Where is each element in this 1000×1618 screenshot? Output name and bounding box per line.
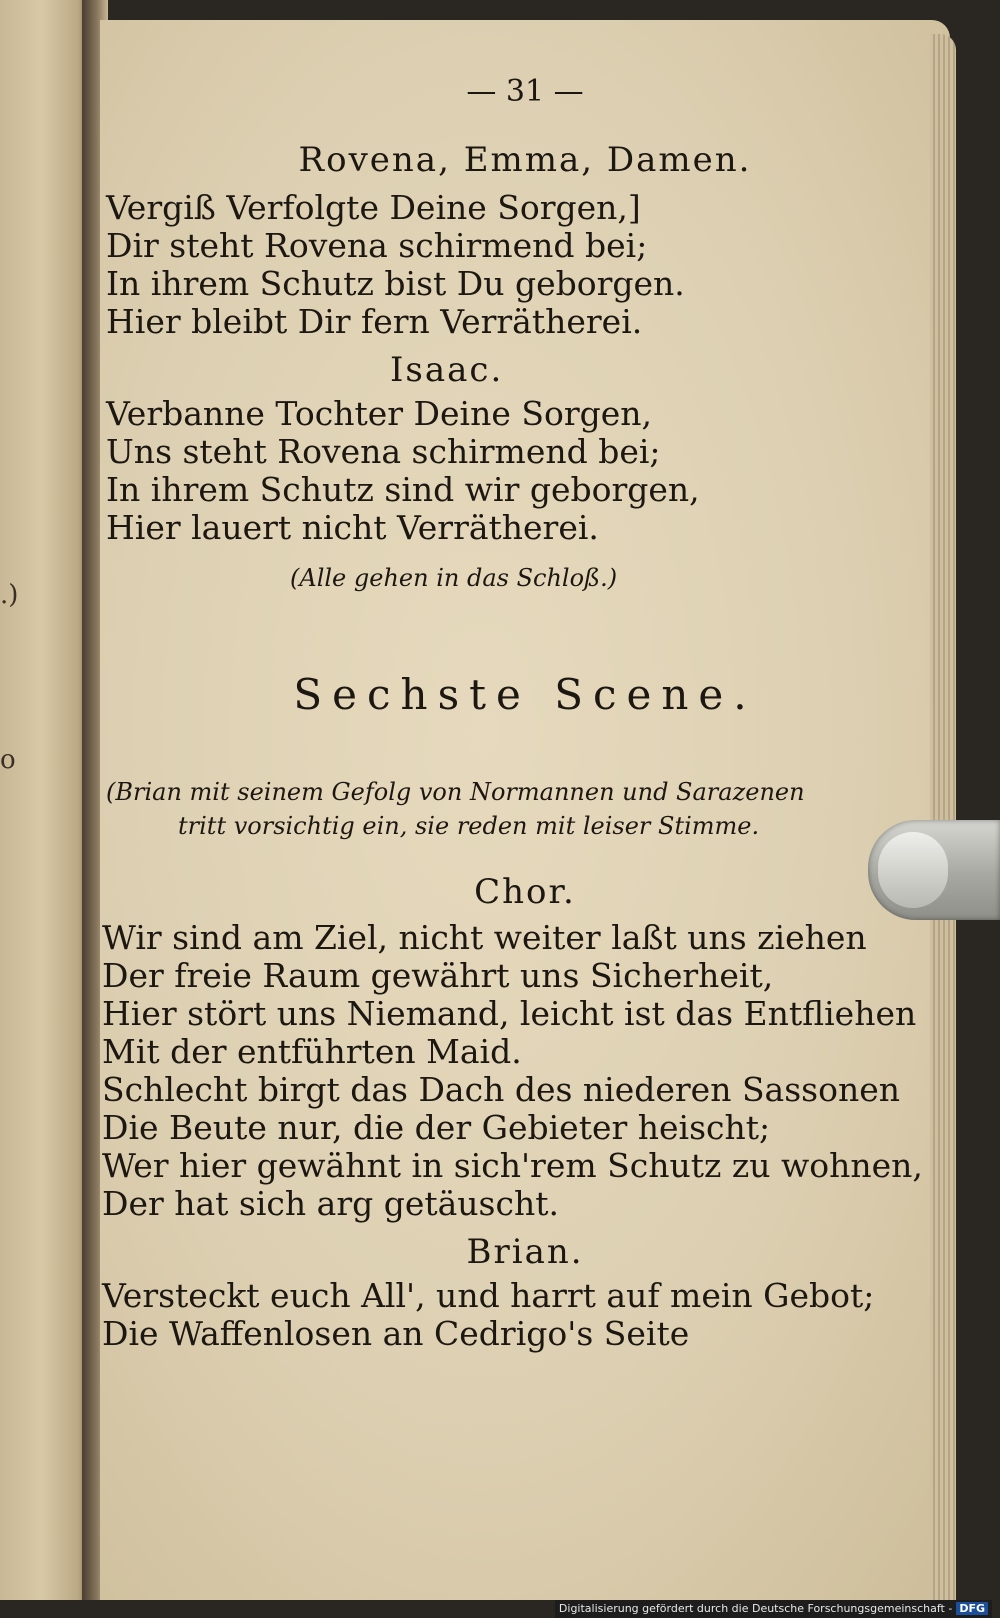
verse-line: Versteckt euch All', und harrt auf mein Gebot; [102,1276,875,1315]
footer-text: Digitalisierung gefördert durch die Deutsche Forschungsgemeinschaft - [558,1602,953,1615]
left-page-fragment: o [0,745,16,775]
left-page [0,0,92,1600]
verse-line: In ihrem Schutz sind wir geborgen, [106,470,700,509]
speaker-heading: Isaac. [390,350,504,390]
verse-line: Vergiß Verfolgte Deine Sorgen,] [106,188,641,227]
verse-line: Die Beute nur, die der Gebieter heischt; [102,1108,771,1147]
verse-line: Wer hier gewähnt in sich'rem Schutz zu wohnen, [102,1146,923,1185]
book-page [100,20,950,1600]
stage-direction: (Brian mit seinem Gefolg von Normannen und Sarazenen [106,778,805,806]
speaker-heading: Rovena, Emma, Damen. [298,140,752,180]
dfg-logo: DFG [956,1602,988,1615]
left-page-fragment: .) [0,580,19,610]
verse-line: Hier bleibt Dir fern Verrätherei. [106,302,643,341]
speaker-heading: Brian. [466,1232,584,1272]
scene-title: Sechste Scene. [293,670,757,719]
verse-line: Schlecht birgt das Dach des niederen Sassonen [102,1070,900,1109]
verse-line: Uns steht Rovena schirmend bei; [106,432,661,471]
verse-line: Hier stört uns Niemand, leicht ist das Entfliehen [102,994,917,1033]
verse-line: Hier lauert nicht Verrätherei. [106,508,599,547]
verse-line: Mit der entführten Maid. [102,1032,522,1071]
speaker-heading: Chor. [474,872,576,912]
verse-line: Der hat sich arg getäuscht. [102,1184,559,1223]
book-clip [868,820,1000,920]
verse-line: Der freie Raum gewährt uns Sicherheit, [102,956,774,995]
stage-direction: (Alle gehen in das Schloß.) [290,564,618,592]
verse-line: Die Waffenlosen an Cedrigo's Seite [102,1314,690,1353]
page-edge [930,34,956,1600]
verse-line: Dir steht Rovena schirmend bei; [106,226,648,265]
verse-line: In ihrem Schutz bist Du geborgen. [106,264,685,303]
verse-line: Verbanne Tochter Deine Sorgen, [106,394,652,433]
verse-line: Wir sind am Ziel, nicht weiter laßt uns ziehen [102,918,867,957]
page-number: — 31 — [466,74,584,109]
stage-direction: tritt vorsichtig ein, sie reden mit leiser Stimme. [178,812,760,840]
digitization-footer [555,1600,992,1618]
